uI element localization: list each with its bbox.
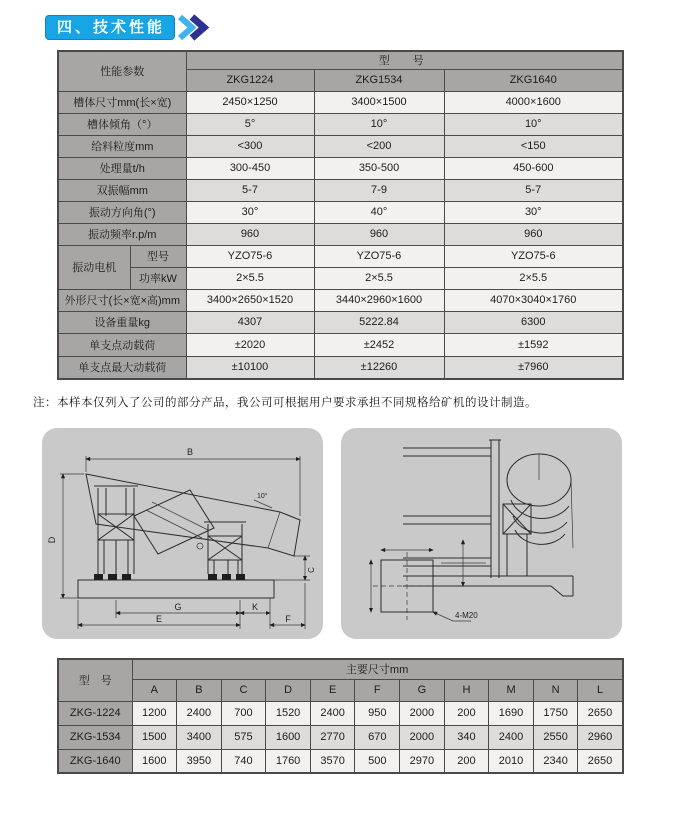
dims-cell: 3400	[177, 725, 222, 749]
row-label: 单支点最大动载荷	[58, 356, 186, 379]
spec-cell: 3400×1500	[314, 91, 444, 113]
dims-col: N	[533, 679, 578, 701]
spec-cell: 960	[314, 223, 444, 245]
dims-cell: 3950	[177, 749, 222, 773]
spec-cell: <300	[186, 135, 314, 157]
dim-label-g: G	[174, 602, 182, 612]
spec-cell: 300-450	[186, 157, 314, 179]
dims-cell: 575	[221, 725, 266, 749]
dim-label-c: C	[307, 567, 316, 573]
spec-cell: 2×5.5	[186, 267, 314, 289]
spec-cell: ±2020	[186, 333, 314, 356]
dims-col: A	[132, 679, 177, 701]
spec-cell: 30°	[444, 201, 623, 223]
row-label: 给料粒度mm	[58, 135, 186, 157]
dims-model: ZKG-1534	[58, 725, 132, 749]
model-group-header-cell: 型 号	[186, 51, 623, 69]
spec-cell: 960	[444, 223, 623, 245]
param-header-cell: 性能参数	[58, 51, 186, 91]
spec-row	[58, 201, 623, 223]
dims-cell: 2650	[578, 701, 623, 725]
dims-cell: 700	[221, 701, 266, 725]
row-label: 槽体尺寸mm(长×宽)	[58, 91, 186, 113]
dimensions-table	[57, 658, 624, 774]
dims-cell: 1760	[266, 749, 311, 773]
spec-cell: <150	[444, 135, 623, 157]
spec-cell: 40°	[314, 201, 444, 223]
row-label: 振动方向角(°)	[58, 201, 186, 223]
section-title: 四、技术性能	[45, 15, 175, 40]
dims-cell: 2400	[489, 725, 534, 749]
drawing-panel-side-view	[42, 428, 323, 639]
spec-cell: 3440×2960×1600	[314, 289, 444, 311]
model-name-cell: ZKG1534	[314, 69, 444, 91]
spec-cell: ±12260	[314, 356, 444, 379]
spec-cell: ±1592	[444, 333, 623, 356]
dims-col: G	[400, 679, 445, 701]
spec-cell: 3400×2650×1520	[186, 289, 314, 311]
dim-label-e: E	[155, 614, 163, 624]
dims-cell: 2400	[310, 701, 355, 725]
spec-cell: 350-500	[314, 157, 444, 179]
dims-col: L	[578, 679, 623, 701]
dim-label-d: D	[47, 536, 57, 544]
dims-col: D	[266, 679, 311, 701]
spec-cell: ±2452	[314, 333, 444, 356]
spec-cell: YZO75-6	[444, 245, 623, 267]
dims-cell: 1690	[489, 701, 534, 725]
spec-cell: 5222.84	[314, 311, 444, 333]
dims-cell: 2550	[533, 725, 578, 749]
dims-cell: 1500	[132, 725, 177, 749]
spec-cell: 5-7	[186, 179, 314, 201]
dims-col: E	[310, 679, 355, 701]
model-name-cell: ZKG1640	[444, 69, 623, 91]
section-banner	[45, 14, 212, 41]
motor-sub-label: 功率kW	[130, 267, 186, 289]
spec-cell: 960	[186, 223, 314, 245]
row-label: 双振幅mm	[58, 179, 186, 201]
row-label: 单支点动载荷	[58, 333, 186, 356]
spec-header-row	[58, 51, 623, 69]
spec-row	[58, 135, 623, 157]
spec-cell: 30°	[186, 201, 314, 223]
dims-cell: 2400	[177, 701, 222, 725]
dims-cell: 3570	[310, 749, 355, 773]
spec-cell: 6300	[444, 311, 623, 333]
dims-group-header: 主要尺寸mm	[132, 659, 623, 679]
motor-sub-label: 型号	[130, 245, 186, 267]
spec-cell: 4307	[186, 311, 314, 333]
spec-row	[58, 223, 623, 245]
spec-cell: <200	[314, 135, 444, 157]
double-chevron-icon	[178, 14, 212, 41]
spec-motor-row	[58, 267, 623, 289]
bolt-spec-label: 4-M20	[455, 611, 478, 620]
dims-row	[58, 725, 623, 749]
dim-label-k: K	[251, 602, 259, 612]
dims-cell: 1520	[266, 701, 311, 725]
dims-model: ZKG-1224	[58, 701, 132, 725]
dims-cell: 2970	[400, 749, 445, 773]
dims-cell: 2650	[578, 749, 623, 773]
dims-cell: 2960	[578, 725, 623, 749]
spec-cell: 7-9	[314, 179, 444, 201]
spec-row	[58, 157, 623, 179]
dims-cell: 1200	[132, 701, 177, 725]
spec-cell: 4000×1600	[444, 91, 623, 113]
spec-row	[58, 311, 623, 333]
dims-cell: 1600	[132, 749, 177, 773]
dims-cell: 200	[444, 749, 489, 773]
spec-cell: YZO75-6	[186, 245, 314, 267]
spec-row	[58, 289, 623, 311]
drawing-panel-end-view	[341, 428, 622, 639]
spec-cell: ±7960	[444, 356, 623, 379]
dims-cell: 2000	[400, 725, 445, 749]
spec-table	[57, 50, 624, 380]
row-label: 设备重量kg	[58, 311, 186, 333]
dims-col: B	[177, 679, 222, 701]
dims-cell: 340	[444, 725, 489, 749]
dims-cell: 2010	[489, 749, 534, 773]
row-label: 振动频率r.p/m	[58, 223, 186, 245]
spec-cell: 10°	[314, 113, 444, 135]
row-label: 外形尺寸(长×宽×高)mm	[58, 289, 186, 311]
end-view-drawing	[341, 428, 622, 639]
dims-row	[58, 749, 623, 773]
angle-label: 10°	[257, 493, 268, 500]
model-name-cell: ZKG1224	[186, 69, 314, 91]
dim-label-b: B	[186, 447, 194, 457]
footnote: 注：本样本仅列入了公司的部分产品，我公司可根据用户要求承担不同规格给矿机的设计制造。	[33, 397, 537, 409]
dims-cell: 200	[444, 701, 489, 725]
motor-group-label: 振动电机	[58, 245, 130, 289]
spec-cell: YZO75-6	[314, 245, 444, 267]
spec-row	[58, 356, 623, 379]
dims-cell: 1600	[266, 725, 311, 749]
dims-model: ZKG-1640	[58, 749, 132, 773]
spec-row	[58, 333, 623, 356]
row-label: 处理量t/h	[58, 157, 186, 179]
dims-col: C	[221, 679, 266, 701]
spec-cell: 2×5.5	[314, 267, 444, 289]
dims-cell: 950	[355, 701, 400, 725]
dims-cell: 500	[355, 749, 400, 773]
dims-cell: 2000	[400, 701, 445, 725]
spec-row	[58, 113, 623, 135]
dims-cell: 2770	[310, 725, 355, 749]
dims-header-row	[58, 659, 623, 679]
dims-cell: 1750	[533, 701, 578, 725]
row-label: 槽体倾角（°）	[58, 113, 186, 135]
dim-label-f: F	[285, 614, 291, 624]
dims-col: H	[444, 679, 489, 701]
dims-col: M	[489, 679, 534, 701]
spec-cell: ±10100	[186, 356, 314, 379]
spec-cell: 5°	[186, 113, 314, 135]
dims-cell: 670	[355, 725, 400, 749]
spec-cell: 450-600	[444, 157, 623, 179]
dims-columns-row	[58, 679, 623, 701]
dims-model-header: 型 号	[58, 659, 132, 701]
spec-cell: 5-7	[444, 179, 623, 201]
spec-motor-row	[58, 245, 623, 267]
spec-cell: 2450×1250	[186, 91, 314, 113]
spec-cell: 10°	[444, 113, 623, 135]
dims-cell: 2340	[533, 749, 578, 773]
dims-cell: 740	[221, 749, 266, 773]
dims-col: F	[355, 679, 400, 701]
spec-row	[58, 91, 623, 113]
spec-cell: 4070×3040×1760	[444, 289, 623, 311]
side-view-drawing	[42, 428, 323, 639]
dims-row	[58, 701, 623, 725]
spec-row	[58, 179, 623, 201]
spec-cell: 2×5.5	[444, 267, 623, 289]
